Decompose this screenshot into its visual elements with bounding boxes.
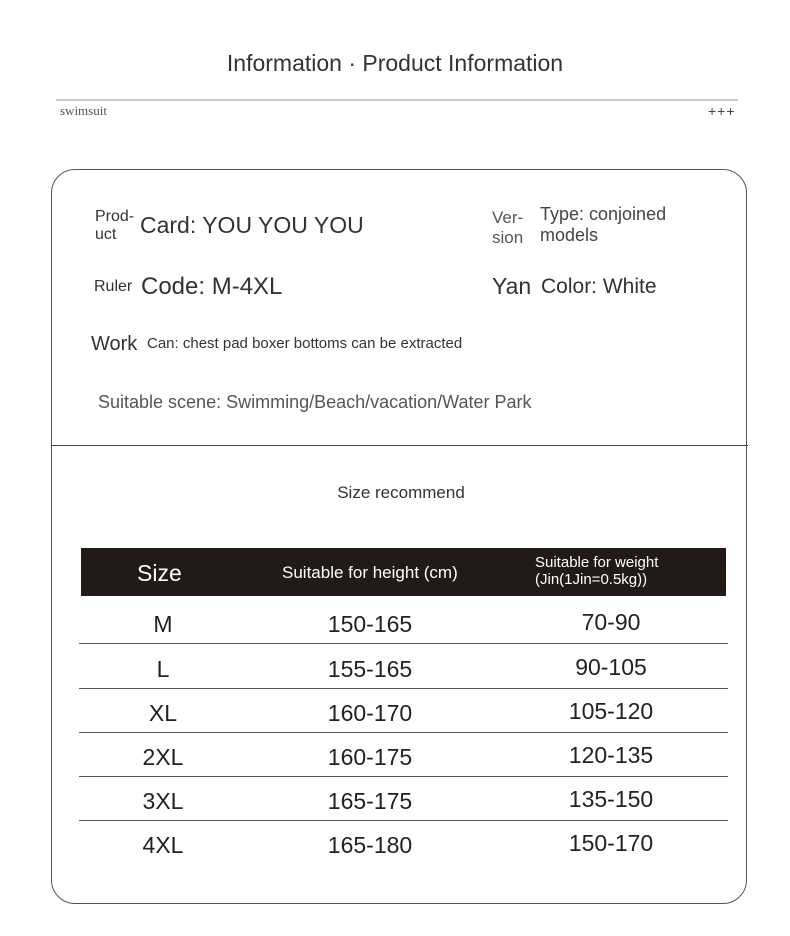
- cell-height: 160-170: [327, 700, 413, 726]
- size-value: Code: M-4XL: [141, 273, 283, 300]
- header-rule: [56, 99, 738, 101]
- table-row: [79, 733, 728, 777]
- decorative-mark: +++: [708, 103, 736, 119]
- cell-weight: 135-150: [568, 786, 654, 812]
- color-value: Color: White: [541, 275, 657, 298]
- size-table-header: [81, 548, 726, 596]
- row-divider: [79, 643, 728, 644]
- function-value: Can: chest pad boxer bottoms can be extracted: [147, 335, 463, 352]
- table-row: [79, 600, 728, 644]
- function-label: Work: [91, 333, 138, 355]
- cell-weight: 150-170: [568, 830, 654, 856]
- cell-height: 155-165: [327, 656, 413, 682]
- cell-size: XL: [148, 700, 178, 726]
- color-label: Yan: [492, 273, 532, 299]
- header-weight: [535, 554, 658, 588]
- header-weight-line1: Suitable for weight: [535, 554, 659, 571]
- header-weight-line2: (Jin(1Jin=0.5kg)): [535, 571, 648, 588]
- cell-height: 165-180: [327, 832, 413, 858]
- header-size: Size: [137, 560, 182, 586]
- cell-height: 165-175: [327, 788, 413, 814]
- version-label: Ver- sion: [492, 208, 524, 247]
- version-value: Type: conjoined models: [540, 204, 667, 245]
- scene-text: Suitable scene: Swimming/Beach/vacation/Water Park: [98, 392, 532, 412]
- size-label: Ruler: [94, 278, 133, 295]
- section-divider: [51, 445, 748, 446]
- brand-value: Card: YOU YOU YOU: [140, 212, 364, 238]
- cell-weight: 105-120: [568, 698, 654, 724]
- cell-size: 2XL: [142, 744, 184, 770]
- table-row: [79, 689, 728, 733]
- cell-size: L: [156, 656, 170, 682]
- table-row: [79, 645, 728, 689]
- cell-size: M: [153, 611, 173, 637]
- table-row: [79, 821, 728, 865]
- header-height: Suitable for height (cm): [282, 563, 458, 582]
- cell-size: 4XL: [142, 832, 184, 858]
- cell-weight: 90-105: [575, 654, 647, 680]
- page-title: Information · Product Information: [226, 50, 564, 76]
- brand-label: Prod- uct: [95, 208, 135, 243]
- size-table-title: Size recommend: [337, 483, 465, 502]
- cell-height: 150-165: [327, 611, 413, 637]
- table-row: [79, 777, 728, 821]
- cell-size: 3XL: [142, 788, 184, 814]
- cell-height: 160-175: [327, 744, 413, 770]
- brand-text: swimsuit: [60, 103, 107, 118]
- cell-weight: 120-135: [568, 742, 654, 768]
- cell-weight: 70-90: [581, 609, 641, 635]
